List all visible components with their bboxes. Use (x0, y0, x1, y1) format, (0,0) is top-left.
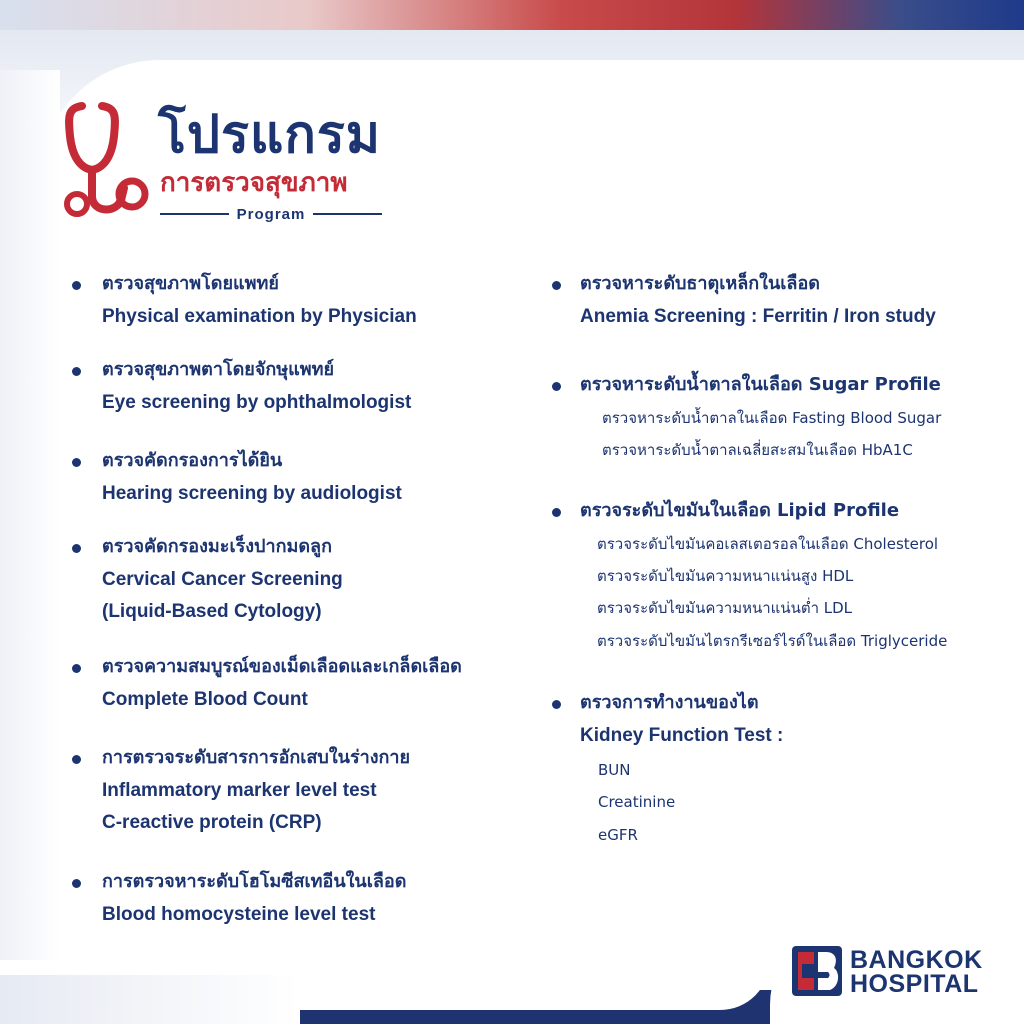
logo-text-line2: HOSPITAL (850, 970, 979, 998)
hospital-logo-icon (792, 946, 842, 996)
item-title-th: ตรวจสุขภาพตาโดยจักษุแพทย์ (102, 359, 335, 380)
bullet-icon (72, 544, 81, 553)
item-title-th: ตรวจหาระดับน้ำตาลในเลือด Sugar Profile (580, 374, 941, 395)
sub-item: eGFR (598, 826, 638, 844)
sub-item: ตรวจระดับไขมันความหนาแน่นสูง HDL (597, 567, 854, 585)
item-title-th: ตรวจหาระดับธาตุเหล็กในเลือด (580, 273, 820, 294)
bullet-icon (72, 879, 81, 888)
item-title-th: การตรวจระดับสารการอักเสบในร่างกาย (102, 747, 411, 768)
bottom-grey-shade (0, 975, 300, 1024)
bangkok-hospital-logo (792, 944, 992, 998)
program-label-row (160, 203, 382, 225)
item-title-en: (Liquid-Based Cytology) (102, 601, 322, 622)
divider-line (313, 213, 382, 215)
bullet-icon (72, 367, 81, 376)
item-title-en: Inflammatory marker level test (102, 780, 377, 801)
sub-item: ตรวจระดับไขมันคอเลสเตอรอลในเลือด Cholesterol (597, 535, 939, 553)
item-title-en: Blood homocysteine level test (102, 904, 376, 925)
bullet-icon (552, 382, 561, 391)
item-title-th: ตรวจความสมบูรณ์ของเม็ดเลือดและเกล็ดเลือด (102, 656, 462, 677)
item-title-th: ตรวจคัดกรองมะเร็งปากมดลูก (102, 536, 332, 557)
top-gradient-bar (0, 0, 1024, 30)
program-label: Program (236, 205, 306, 223)
sub-item: ตรวจหาระดับน้ำตาลเฉลี่ยสะสมในเลือด HbA1C (602, 441, 913, 459)
item-title-en: Anemia Screening : Ferritin / Iron study (580, 306, 936, 327)
bullet-icon (552, 508, 561, 517)
item-title-th: ตรวจคัดกรองการได้ยิน (102, 450, 283, 471)
item-title-en: Hearing screening by audiologist (102, 483, 402, 504)
item-title-en: Eye screening by ophthalmologist (102, 392, 412, 413)
divider-line (160, 213, 229, 215)
item-title-en: Kidney Function Test : (580, 725, 784, 746)
sub-item: Creatinine (598, 793, 676, 811)
page-title: โปรแกรม (158, 105, 382, 165)
item-title-th: ตรวจสุขภาพโดยแพทย์ (102, 273, 279, 294)
bullet-icon (72, 664, 81, 673)
bullet-icon (552, 700, 561, 709)
logo-text-line1: BANGKOK (850, 946, 983, 974)
item-title-th: ตรวจการทำงานของไต (580, 692, 759, 713)
bullet-icon (72, 281, 81, 290)
left-shade (0, 70, 60, 1024)
item-title-en: C-reactive protein (CRP) (102, 812, 322, 833)
bullet-icon (72, 755, 81, 764)
sub-item: ตรวจหาระดับน้ำตาลในเลือด Fasting Blood Sugar (602, 409, 942, 427)
item-title-en: Physical examination by Physician (102, 306, 417, 327)
sub-item: ตรวจระดับไขมันความหนาแน่นต่ำ LDL (597, 599, 853, 617)
stethoscope-icon (60, 96, 160, 226)
item-title-en: Cervical Cancer Screening (102, 569, 343, 590)
page-subtitle: การตรวจสุขภาพ (160, 168, 348, 198)
sub-item: BUN (598, 761, 631, 779)
sub-item: ตรวจระดับไขมันไตรกรีเซอร์ไรด์ในเลือด Triglyceride (597, 632, 948, 650)
item-title-th: ตรวจระดับไขมันในเลือด Lipid Profile (580, 500, 900, 521)
bullet-icon (552, 281, 561, 290)
bullet-icon (72, 458, 81, 467)
item-title-en: Complete Blood Count (102, 689, 308, 710)
item-title-th: การตรวจหาระดับโฮโมซีสเทอีนในเลือด (102, 871, 407, 892)
